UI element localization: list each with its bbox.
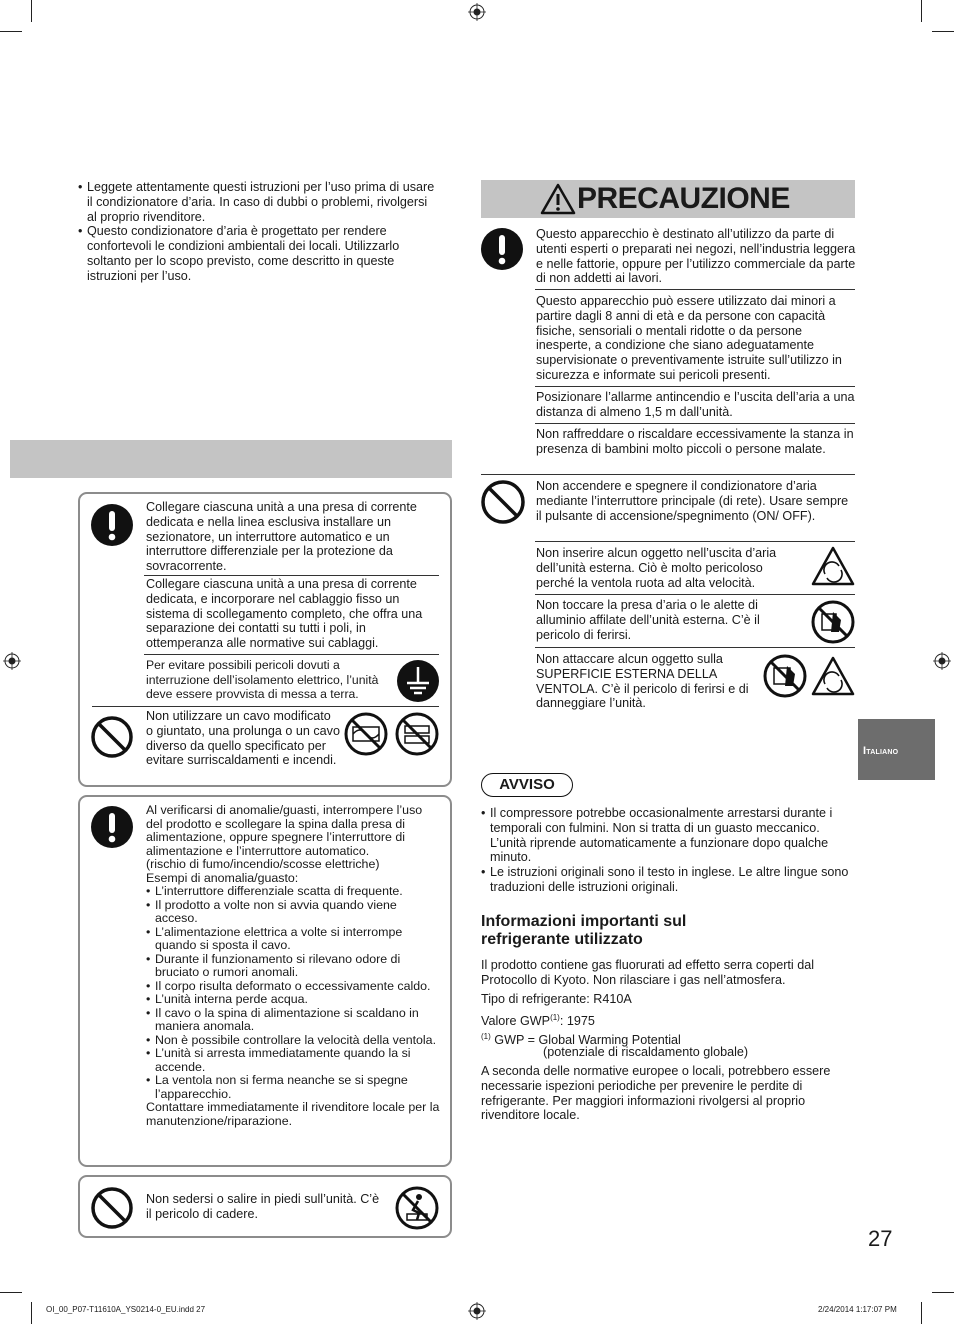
section-header-bar [10, 440, 452, 478]
prohibited-icon [91, 1187, 133, 1229]
no-extension-cord-icon [395, 712, 439, 756]
crop-mark [31, 0, 32, 22]
anomaly-example: • L’unità si arresta immediatamente quando la si accende. [146, 1047, 442, 1074]
language-initial: I [863, 745, 867, 757]
no-modified-cable-icon [344, 712, 388, 756]
avviso-bullet: • Il compressore potrebbe occasionalmente arrestarsi durante i temporali con fulmini. Non si tratta di un guasto meccanico. L’unità riprende automaticamente a funzionare dopo qualche minuto. [481, 806, 855, 865]
crop-mark [932, 31, 954, 32]
warning-text: Non sedersi o salire in piedi sull’unità. C’è il pericolo di cadere. [146, 1192, 380, 1221]
no-attaching-objects-icon [763, 654, 807, 698]
caution-text: Non raffreddare o riscaldare eccessivamente la stanza in presenza di bambini molto piccoli o persone malate. [536, 427, 854, 456]
warning-text: Per evitare possibili pericoli dovuti a interruzione dell’isolamento elettrico, l’unità deve essere provvista di messa a terra. [146, 658, 379, 702]
anomaly-example: • Non è possibile controllare la velocità della ventola. [146, 1034, 442, 1048]
refrigerant-heading [481, 913, 855, 949]
refrigerant-paragraph: Il prodotto contiene gas fluorurati ad effetto serra coperti dal Protocollo di Kyoto. Non rilasciare i gas nell’atmosfera. [481, 958, 815, 987]
anomaly-example: • Il prodotto a volte non si avvia quando viene acceso. [146, 899, 442, 926]
footnote-text: GWP = Global Warming Potential [490, 1033, 681, 1048]
divider [481, 474, 855, 475]
footer-date: 2/24/2014 1:17:07 PM [818, 1305, 897, 1314]
divider [92, 706, 439, 707]
anomaly-line: Al verificarsi di anomalie/guasti, interrompere l’uso del prodotto e scollegare la spina dalla presa di alimentazione, oppure spegnere l’interruttore di alimentazione e l’interruttore automatico. [146, 803, 423, 858]
page-number: 27 [868, 1226, 893, 1251]
avviso-bullet: • Le istruzioni originali sono il testo in inglese. Le altre lingue sono traduzioni delle istruzioni originali. [481, 865, 855, 895]
prohibited-icon [481, 480, 525, 524]
intro-bullet: • Questo condizionatore d’aria è progettato per rendere confortevoli le condizioni ambientali dei locali. Utilizzarlo soltanto per lo scopo previsto, come descritto in queste istruzioni per l’uso. [78, 224, 438, 283]
avviso-list [481, 806, 855, 895]
caution-text: Questo apparecchio è destinato all’utilizzo da parte di utenti esperti o preparati nei negozi, nell’industria leggera e nelle fattorie, oppure per l’utilizzo commerciale da parte di non addetti ai lavori. [536, 227, 856, 286]
anomaly-line: (rischio di fumo/incendio/scosse elettriche) [146, 857, 380, 871]
caution-text: Non attaccare alcun oggetto sulla SUPERFICIE ESTERNA DELLA VENTOLA. C’è il pericolo di ferirsi e di danneggiare l’unità. [536, 652, 749, 711]
crop-mark [921, 0, 922, 22]
refrigerant-heading-line: refrigerante utilizzato [481, 931, 643, 948]
prohibited-icon [91, 716, 133, 758]
caution-text: Non toccare la presa d’aria o le alette di alluminio affilate dell’unità esterna. C’è il pericolo di ferirsi. [536, 598, 760, 642]
divider [535, 647, 855, 648]
earth-ground-icon [396, 659, 440, 703]
avviso-badge: AVVISO [481, 773, 573, 797]
anomaly-example: • Il corpo risulta deformato o eccessivamente caldo. [146, 980, 442, 994]
crop-mark [921, 1302, 922, 1324]
divider [144, 654, 439, 655]
refrigerant-paragraph: A seconda delle normative europee o locali, potrebbero essere necessarie ispezioni periodiche per prevenire le perdite di refrigerante. Per maggiori informazioni rivolgersi al proprio rivenditore locale. [481, 1064, 831, 1123]
language-rest: TALIANO [866, 749, 899, 756]
anomaly-example: • Durante il funzionamento si rilevano odore di bruciato o rumori anomali. [146, 953, 442, 980]
gwp-number: : 1975 [559, 1014, 595, 1029]
divider [535, 386, 855, 387]
intro-list [78, 180, 438, 284]
intro-bullet: • Leggete attentamente questi istruzioni per l’uso prima di usare il condizionatore d’aria. In caso di dubbi o problemi, rivolgersi al proprio rivenditore. [78, 180, 438, 224]
registration-mark-icon [468, 1302, 486, 1320]
language-tab [858, 719, 935, 780]
precauzione-title: PRECAUZIONE [577, 182, 790, 215]
no-climbing-icon [395, 1186, 439, 1230]
anomaly-example: • L’interruttore differenziale scatta di frequente. [146, 885, 442, 899]
caution-text: Posizionare l’allarme antincendio e l’uscita dell’aria a una distanza di almeno 1,5 m dall’unità. [536, 390, 855, 419]
gwp-label: Valore GWP [481, 1014, 551, 1029]
rotating-fan-hazard-icon [811, 656, 855, 696]
rotating-fan-hazard-icon [811, 546, 855, 586]
divider [535, 541, 855, 542]
anomaly-example-list [146, 885, 442, 1101]
registration-mark-icon [468, 3, 486, 21]
anomaly-instructions [146, 804, 442, 1128]
refrigerant-heading-line: Informazioni importanti sul [481, 913, 687, 930]
caution-text: Non accendere e spegnere il condizionatore d’aria mediante l’interruttore principale (di rete). Usare sempre il pulsante di accensione/spegnimento (ON/ OFF). [536, 479, 849, 523]
divider [535, 289, 855, 290]
divider [144, 575, 439, 576]
no-touching-fins-icon [811, 600, 855, 644]
divider [535, 594, 855, 595]
footer-file: OI_00_P07-T11610A_YS0214-0_EU.indd 27 [46, 1305, 206, 1314]
divider [535, 423, 855, 424]
gwp-value [481, 1011, 855, 1029]
anomaly-example: • Il cavo o la spina di alimentazione si scaldano in maniera anomala. [146, 1007, 442, 1034]
mandatory-action-icon [91, 806, 133, 848]
anomaly-example: • La ventola non si ferma neanche se si spegne l’apparecchio. [146, 1074, 442, 1101]
anomaly-line: Esempi di anomalia/guasto: [146, 870, 299, 885]
caution-text: Questo apparecchio può essere utilizzato dai minori a partire dagli 8 anni di età e da persone con capacità fisiche, sensoriali o mentali ridotte o da persone inesperte, a condizione che siano adeguatamente supervisionate o preventivamente istruite sull’utilizzo in sicurezza e informate sui pericoli presenti. [536, 294, 842, 382]
footnote-text: (potenziale di riscaldamento globale) [543, 1045, 749, 1059]
warning-text: Non utilizzare un cavo modificato o giuntato, una prolunga o un cavo diverso da quello specificato per evitare surriscaldamenti e incendi. [146, 709, 340, 768]
anomaly-closing: Contattare immediatamente il rivenditore locale per la manutenzione/riparazione. [146, 1100, 440, 1128]
crop-mark [0, 31, 22, 32]
refrigerant-type: Tipo di refrigerante: R410A [481, 992, 632, 1006]
registration-mark-icon [933, 652, 951, 670]
warning-text: Collegare ciascuna unità a una presa di corrente dedicata, e incorporare nel cablaggio fisso un sistema di scollegamento completo, che offra una separazione dei contatti su tutti i poli, in ottemperanza alle normative sui cablaggi. [146, 577, 423, 651]
crop-mark [0, 1292, 22, 1293]
warning-triangle-icon [540, 183, 576, 215]
anomaly-example: • L’unità interna perde acqua. [146, 993, 442, 1007]
crop-mark [31, 1302, 32, 1324]
footnote-marker: (1) [481, 1032, 491, 1041]
caution-text: Non inserire alcun oggetto nell’uscita d’aria dell’unità esterna. Ciò è molto pericoloso perché la ventola ruota ad alta velocità. [536, 546, 777, 590]
mandatory-action-icon [91, 504, 133, 546]
registration-mark-icon [3, 652, 21, 670]
footnote-ref: (1) [550, 1013, 560, 1022]
warning-text: Collegare ciascuna unità a una presa di corrente dedicata e nella linea esclusiva installare un sezionatore, un interruttore automatico e un interruttore differenziale per la protezione da sovracorrente. [146, 500, 417, 574]
mandatory-action-icon [481, 228, 523, 270]
anomaly-example: • L’alimentazione elettrica a volte si interrompe quando si sposta il cavo. [146, 926, 442, 953]
crop-mark [932, 1292, 954, 1293]
